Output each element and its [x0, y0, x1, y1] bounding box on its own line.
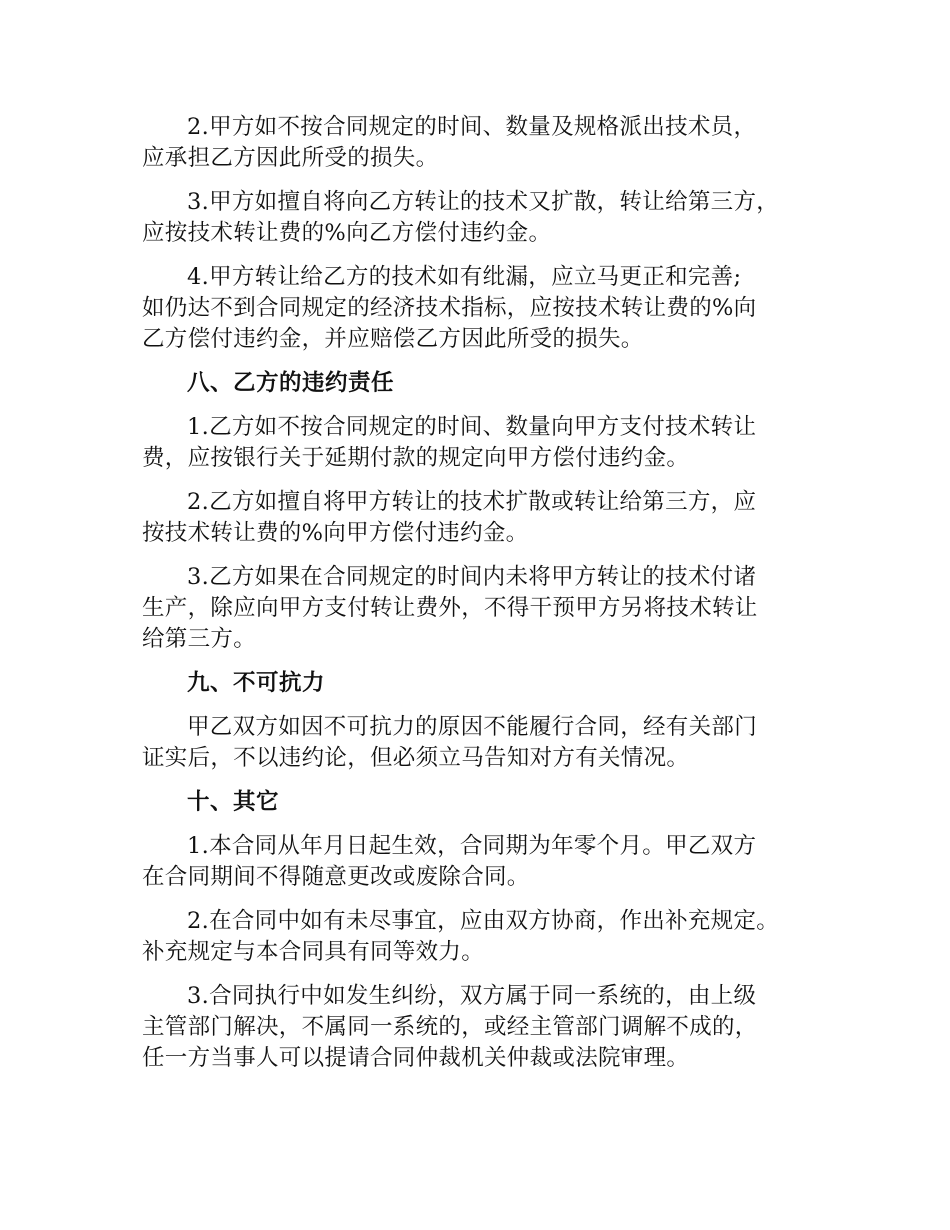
clause-paragraph: 1.乙方如不按合同规定的时间、数量向甲方支付技术转让 费，应按银行关于延期付款的规定向甲方偿付违约金。 [142, 414, 757, 471]
clause-paragraph: 4.甲方转让给乙方的技术如有纰漏，应立马更正和完善; 如仍达不到合同规定的经济技术指标，应按技术转让费的%向 乙方偿付违约金，并应赔偿乙方因此所受的损失。 [142, 264, 757, 352]
section-heading: 八、乙方的违约责任 [187, 370, 395, 396]
document-body [142, 112, 822, 1087]
clause-paragraph: 1.本合同从年月日起生效，合同期为年零个月。甲乙双方 在合同期间不得随意更改或废除合同。 [142, 833, 757, 890]
section-heading: 十、其它 [187, 789, 280, 815]
clause-paragraph: 3.甲方如擅自将向乙方转让的技术又扩散，转让给第三方， 应按技术转让费的%向乙方偿付违约金。 [142, 189, 780, 246]
clause-paragraph: 3.乙方如果在合同规定的时间内未将甲方转让的技术付诸 生产，除应向甲方支付转让费外，不得干预甲方另将技术转让 给第三方。 [142, 564, 758, 652]
clause-paragraph: 2.在合同中如有未尽事宜，应由双方协商，作出补充规定。 补充规定与本合同具有同等效力。 [142, 908, 780, 965]
clause-paragraph: 2.甲方如不按合同规定的时间、数量及规格派出技术员， 应承担乙方因此所受的损失。 [142, 114, 757, 171]
section-heading: 九、不可抗力 [187, 670, 326, 696]
clause-paragraph: 2.乙方如擅自将甲方转让的技术扩散或转让给第三方，应 按技术转让费的%向甲方偿付违约金。 [142, 489, 757, 546]
clause-paragraph: 3.合同执行中如发生纠纷，双方属于同一系统的，由上级 主管部门解决，不属同一系统的，或经主管部门调解不成的， 任一方当事人可以提请合同仲裁机关仲裁或法院审理。 [142, 983, 758, 1071]
clause-paragraph: 甲乙双方如因不可抗力的原因不能履行合同，经有关部门 证实后，不以违约论，但必须立马告知对方有关情况。 [142, 714, 758, 771]
